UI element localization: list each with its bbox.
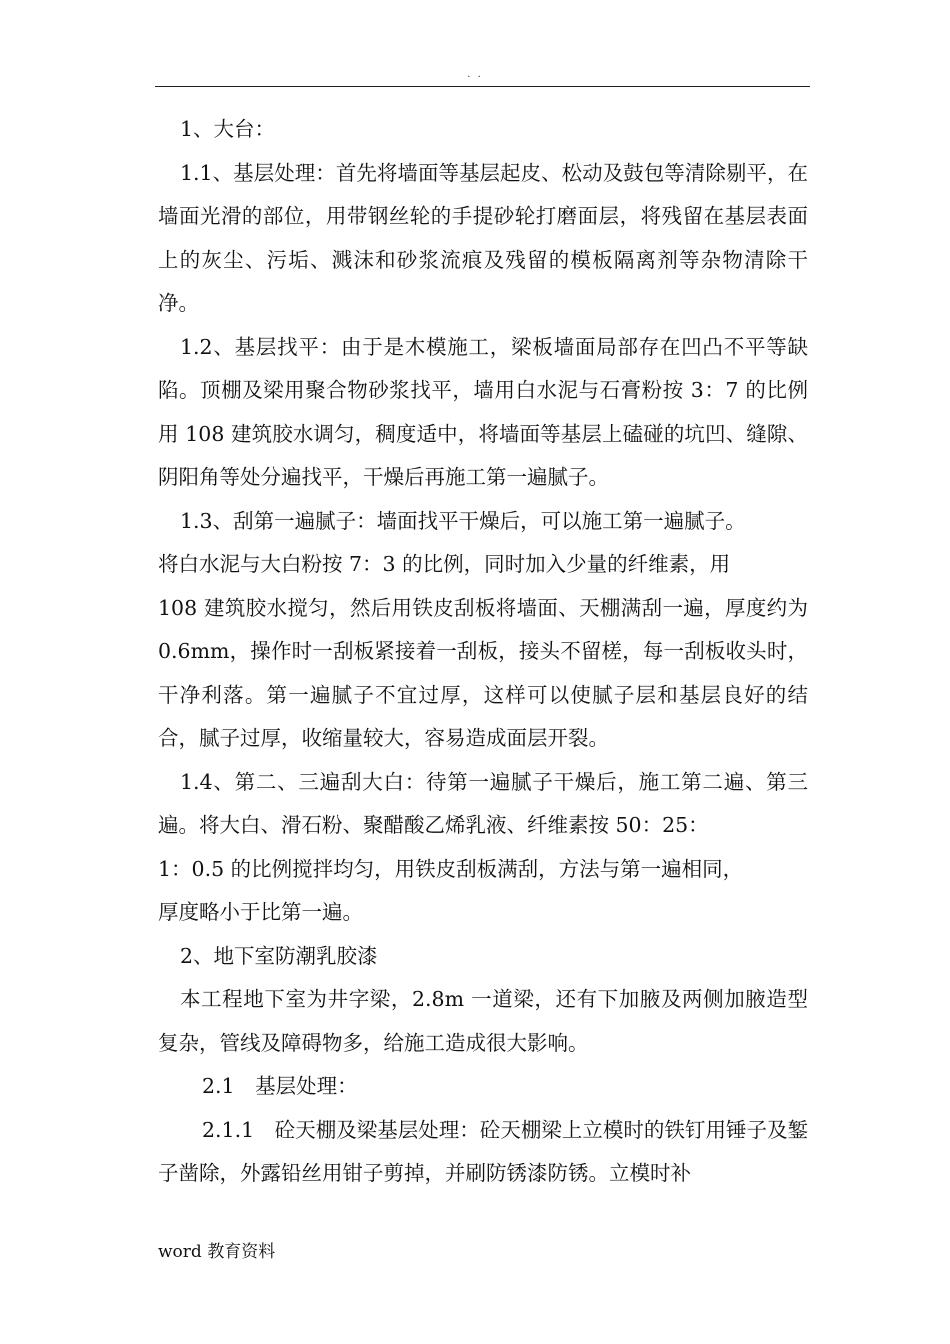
header-marks: . . [467,69,483,80]
paragraph-1-3-line-2: 将白水泥与大白粉按 7：3 的比例，同时加入少量的纤维素，用 [158,552,731,576]
heading-2-1-base-treatment: 2.1 基层处理： [202,1074,358,1098]
paragraph-1-4-line-3: 1：0.5 的比例搅拌均匀，用铁皮刮板满刮，方法与第一遍相同， [158,856,744,881]
paragraph-1-4-second-third-coat: 1.4、第二、三遍刮大白：待第一遍腻子干燥后，施工第二遍、第三遍。将大白、滑石粉、聚醋酸乙烯乳液、纤维素按 50：25： [158,769,808,837]
header-rule [155,86,810,87]
paragraph-1-4-line-4: 厚度略小于比第一遍。 [158,900,363,924]
heading-1-dabai: 1、大台： [180,117,276,141]
document-body [158,108,815,1196]
paragraph-2-1-1-ceiling-beam: 2.1.1 砼天棚及梁基层处理：砼天棚梁上立模时的铁钉用锤子及錾子凿除，外露铅丝用钳子剪掉，并刷防锈漆防锈。立模时补 [158,1117,808,1185]
footer-label: word 教育资料 [158,1242,276,1262]
paragraph-1-1-base-treatment: 1.1、基层处理：首先将墙面等基层起皮、松动及鼓包等清除剔平，在墙面光滑的部位，用带钢丝轮的手提砂轮打磨面层，将残留在基层表面上的灰尘、污垢、溅沫和砂浆流痕及残留的模板隔离剂等杂物清除干净。 [158,160,808,315]
paragraph-1-2-base-leveling: 1.2、基层找平：由于是木模施工，梁板墙面局部存在凹凸不平等缺陷。顶棚及梁用聚合物砂浆找平，墙用白水泥与石膏粉按 3：7 的比例用 108 建筑胶水调匀，稠度适中，将墙面等基层上磕碰的坑凹、缝隙、阴阳角等处分遍找平，干燥后再施工第一遍腻子。 [158,334,808,489]
heading-2-basement-paint: 2、地下室防潮乳胶漆 [180,943,378,968]
paragraph-1-3-line-3: 108 建筑胶水搅匀，然后用铁皮刮板将墙面、天棚满刮一遍，厚度约为 0.6mm，操作时一刮板紧接着一刮板，接头不留槎，每一刮板收头时，干净利落。第一遍腻子不宜过厚，这样可以使腻子层和基层良好的结合，腻子过厚，收缩量较大，容易造成面层开裂。 [158,595,815,750]
paragraph-1-3-first-putty: 1.3、刮第一遍腻子：墙面找平干燥后，可以施工第一遍腻子。 [180,508,746,533]
paragraph-basement-intro: 本工程地下室为井字梁，2.8m 一道梁，还有下加腋及两侧加腋造型复杂，管线及障碍物多，给施工造成很大影响。 [158,987,808,1055]
